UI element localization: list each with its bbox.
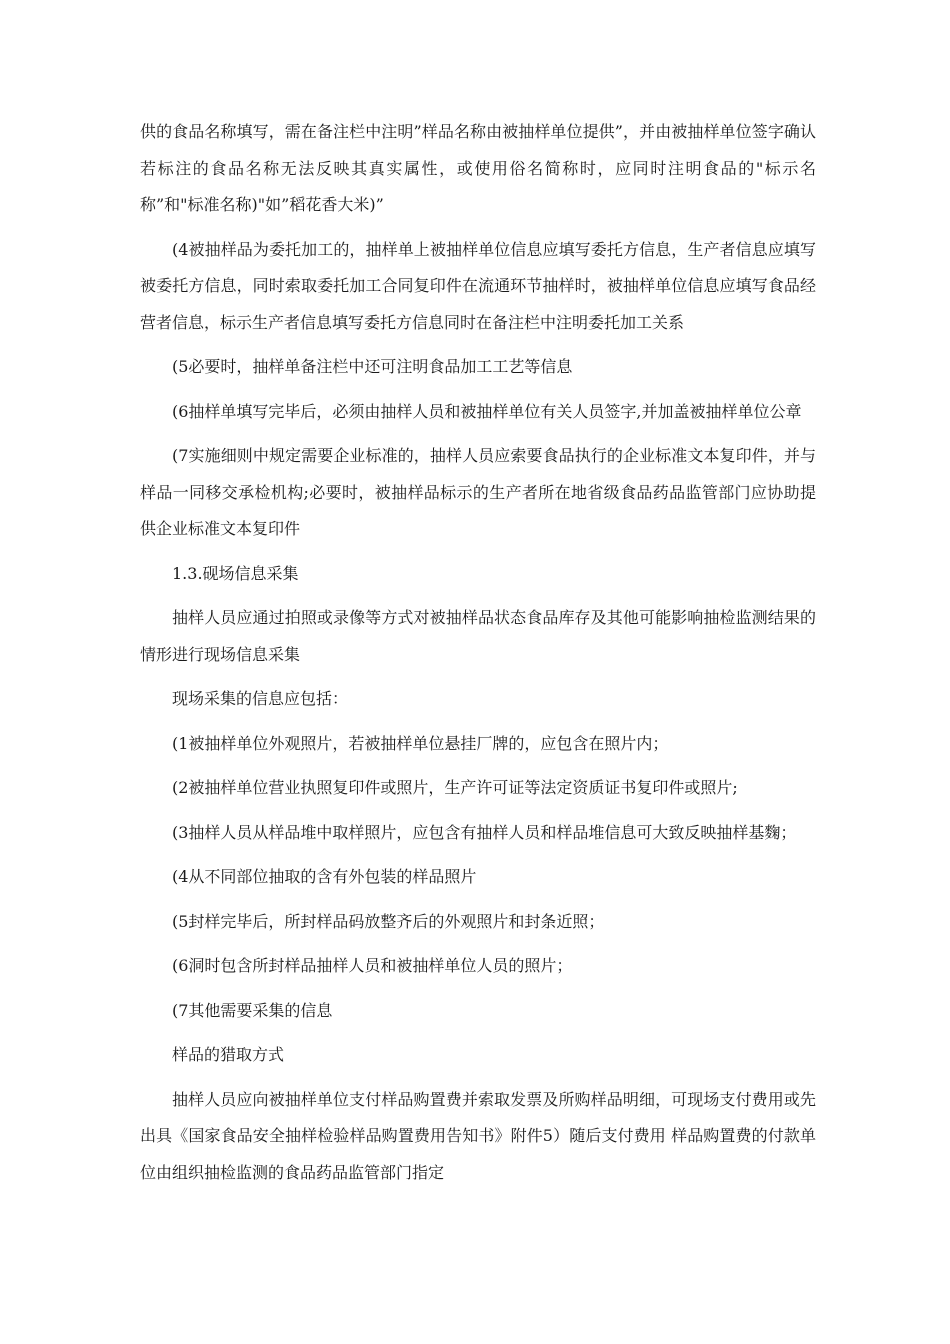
section-heading-onsite-info: 1.3.砚场信息采集	[172, 563, 299, 583]
list-item-6-personnel-photo: (6洞时包含所封样品抽样人员和被抽样单位人员的照片；	[172, 956, 573, 975]
paragraph-item-6-signature: (6抽样单填写完毕后，必须由抽样人员和被抽样单位有关人员签字,并加盖被抽样单位公章	[172, 401, 802, 421]
paragraph-item-4-entrusted-processing: (4被抽样品为委托加工的，抽样单上被抽样单位信息应填写委托方信息，生产者信息应填写被委托方信息，同时索取委托加工合同复印件在流通环节抽样时，被抽样单位信息应填写食品经营者信息，标示生产者信息填写委托方信息同时在备注栏中注明委托加工关系	[140, 239, 816, 332]
list-item-7-other-info: (7其他需要采集的信息	[172, 1000, 333, 1020]
list-item-2-license-copy: (2被抽样单位营业执照复印件或照片，生产许可证等法定资质证书复印件或照片;	[172, 778, 738, 797]
paragraph-sample-payment: 抽样人员应向被抽样单位支付样品购置费并索取发票及所购样品明细，可现场支付费用或先出具《国家食品安全抽样检验样品购置费用告知书》附件5）随后支付费用 样品购置费的付款单位由组织抽检监测的食品药品监管部门指定	[140, 1089, 816, 1182]
paragraph-item-7-enterprise-standard: (7实施细则中规定需要企业标准的，抽样人员应索要食品执行的企业标准文本复印件，并与样品一同移交承检机构;必要时，被抽样品标示的生产者所在地省级食品药品监管部门应协助提供企业标准文本复印件	[140, 446, 816, 538]
paragraph-onsite-info-intro: 现场采集的信息应包括：	[172, 689, 349, 708]
list-item-4-package-photo: (4从不同部位抽取的含有外包装的样品照片	[172, 867, 477, 886]
paragraph-onsite-collection: 抽样人员应通过拍照或录像等方式对被抽样品状态食品库存及其他可能影响抽检监测结果的情形进行现场信息采集	[140, 608, 816, 664]
list-item-1-exterior-photo: (1被抽样单位外观照片，若被抽样单位悬挂厂牌的，应包含在照片内；	[172, 733, 669, 753]
paragraph-item-5-process-info: (5必要时，抽样单备注栏中还可注明食品加工工艺等信息	[172, 357, 573, 376]
list-item-5-sealed-photo: (5封样完毕后，所封样品码放整齐后的外观照片和封条近照；	[172, 911, 605, 931]
list-item-3-sampling-photo: (3抽样人员从样品堆中取样照片，应包含有抽样人员和样品堆信息可大致反映抽样基麴；	[172, 822, 797, 842]
document-body	[140, 114, 816, 1199]
paragraph-sample-name-note: 供的食品名称填写，需在备注栏中注明”样品名称由被抽样单位提供”，并由被抽样单位签字确认若标注的食品名称无法反映其真实属性，或使用俗名简称时，应同时注明食品的"标示名称”和"标准名称)"如”稻花香大米)”	[140, 122, 816, 214]
section-heading-sample-acquisition: 样品的猎取方式	[172, 1045, 285, 1064]
